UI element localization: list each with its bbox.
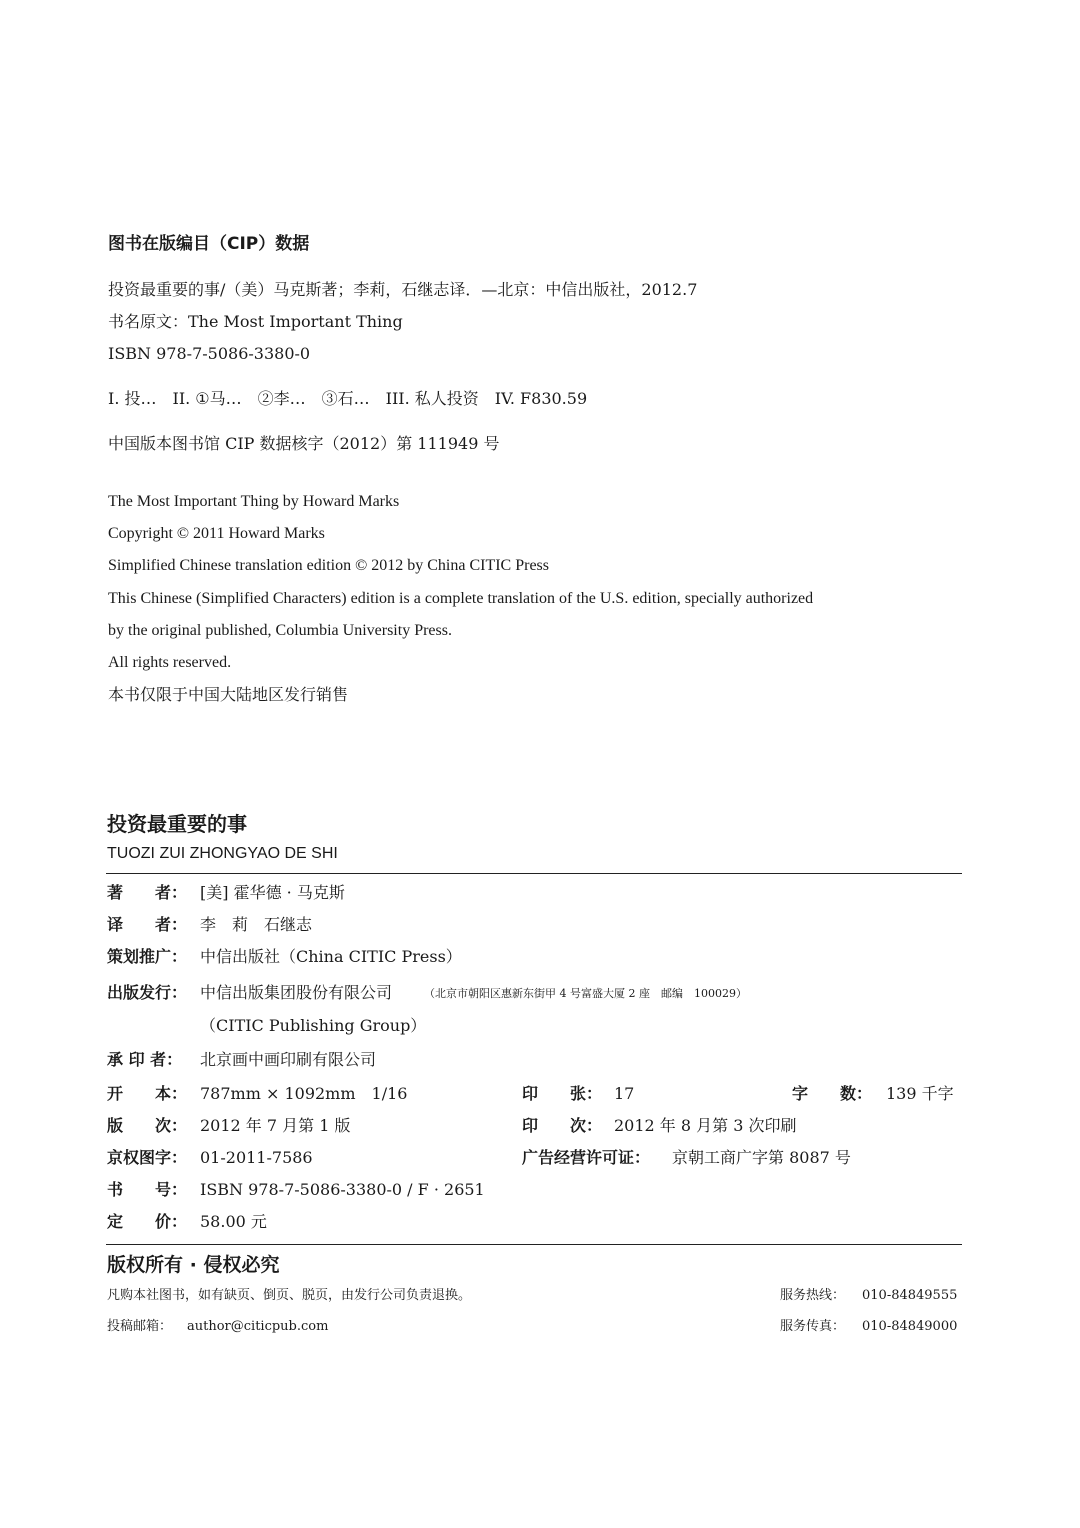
author-label: 著 者： (107, 883, 188, 902)
cip-original-title: 书名原文：The Most Important Thing (108, 312, 403, 331)
word-count-label: 字 数： (792, 1084, 873, 1103)
translator-label: 译 者： (107, 915, 188, 934)
impression-value: 2012 年 8 月第 3 次印刷 (614, 1116, 797, 1135)
sheets-label: 印 张： (522, 1084, 603, 1103)
book-number-label: 书 号： (107, 1180, 188, 1199)
hotline-label: 服务热线： (780, 1288, 846, 1303)
divider (106, 1244, 962, 1245)
copyright-registration-value: 01-2011-7586 (200, 1148, 313, 1167)
cip-heading: 图书在版编目（CIP）数据 (108, 234, 310, 254)
fax-value: 010-84849000 (862, 1319, 958, 1334)
return-policy: 凡购本社图书，如有缺页、倒页、脱页，由发行公司负责退换。 (107, 1288, 472, 1303)
translator-value: 李 莉 石继志 (200, 915, 313, 934)
book-title: 投资最重要的事 (107, 812, 247, 836)
sheets-value: 17 (614, 1084, 635, 1103)
publisher-address: （北京市朝阳区惠新东街甲 4 号富盛大厦 2 座 邮编 100029） (424, 987, 747, 1000)
book-number-value: ISBN 978-7-5086-3380-0 / F · 2651 (200, 1180, 485, 1199)
word-count-value: 139 千字 (886, 1084, 954, 1103)
cip-main-entry: 投资最重要的事/（美）马克斯著；李莉，石继志译．—北京：中信出版社，2012.7 (108, 280, 698, 299)
submission-email-value[interactable]: author@citicpub.com (187, 1319, 329, 1334)
format-value: 787mm × 1092mm 1/16 (200, 1084, 408, 1103)
rights-line: Simplified Chinese translation edition © 2012 by China CITIC Press (108, 557, 550, 574)
printer-label: 承 印 者： (107, 1050, 183, 1069)
publisher-label: 出版发行： (107, 983, 188, 1002)
edition-value: 2012 年 7 月第 1 版 (200, 1116, 351, 1135)
price-value: 58.00 元 (200, 1212, 267, 1231)
cip-isbn: ISBN 978-7-5086-3380-0 (108, 344, 311, 363)
rights-line: This Chinese (Simplified Characters) edition is a complete translation of the U.S. edition, specially authorized (108, 590, 814, 607)
planner-label: 策划推广： (107, 947, 188, 966)
edition-label: 版 次： (107, 1116, 188, 1135)
author-value: [美] 霍华德 · 马克斯 (200, 883, 345, 902)
cip-classification: I. 投… II. ①马… ②李… ③石… III. 私人投资 IV. F830.59 (108, 389, 588, 408)
ad-license-label: 广告经营许可证： (522, 1148, 651, 1167)
printer-value: 北京画中画印刷有限公司 (200, 1050, 377, 1069)
book-title-pinyin: TUOZI ZUI ZHONGYAO DE SHI (107, 845, 338, 862)
rights-line: The Most Important Thing by Howard Marks (108, 493, 400, 510)
fax-label: 服务传真： (780, 1319, 846, 1334)
distribution-region-note: 本书仅限于中国大陆地区发行销售 (108, 685, 349, 704)
planner-value: 中信出版社（China CITIC Press） (200, 947, 462, 966)
rights-line: Copyright © 2011 Howard Marks (108, 525, 325, 542)
publisher-value: 中信出版集团股份有限公司 (200, 983, 393, 1002)
format-label: 开 本： (107, 1084, 188, 1103)
copyright-registration-label: 京权图字： (107, 1148, 188, 1167)
hotline-value: 010-84849555 (862, 1288, 958, 1303)
submission-email-label: 投稿邮箱： (107, 1319, 173, 1334)
ad-license-value: 京朝工商广字第 8087 号 (672, 1148, 851, 1167)
rights-line: by the original published, Columbia University Press. (108, 622, 452, 639)
price-label: 定 价： (107, 1212, 188, 1231)
impression-label: 印 次： (522, 1116, 603, 1135)
rights-line: All rights reserved. (108, 654, 232, 671)
all-rights-reserved-heading: 版权所有 · 侵权必究 (107, 1254, 280, 1276)
publisher-english: （CITIC Publishing Group） (200, 1016, 427, 1035)
cip-record-number: 中国版本图书馆 CIP 数据核字（2012）第 111949 号 (108, 434, 500, 453)
divider (106, 873, 962, 874)
